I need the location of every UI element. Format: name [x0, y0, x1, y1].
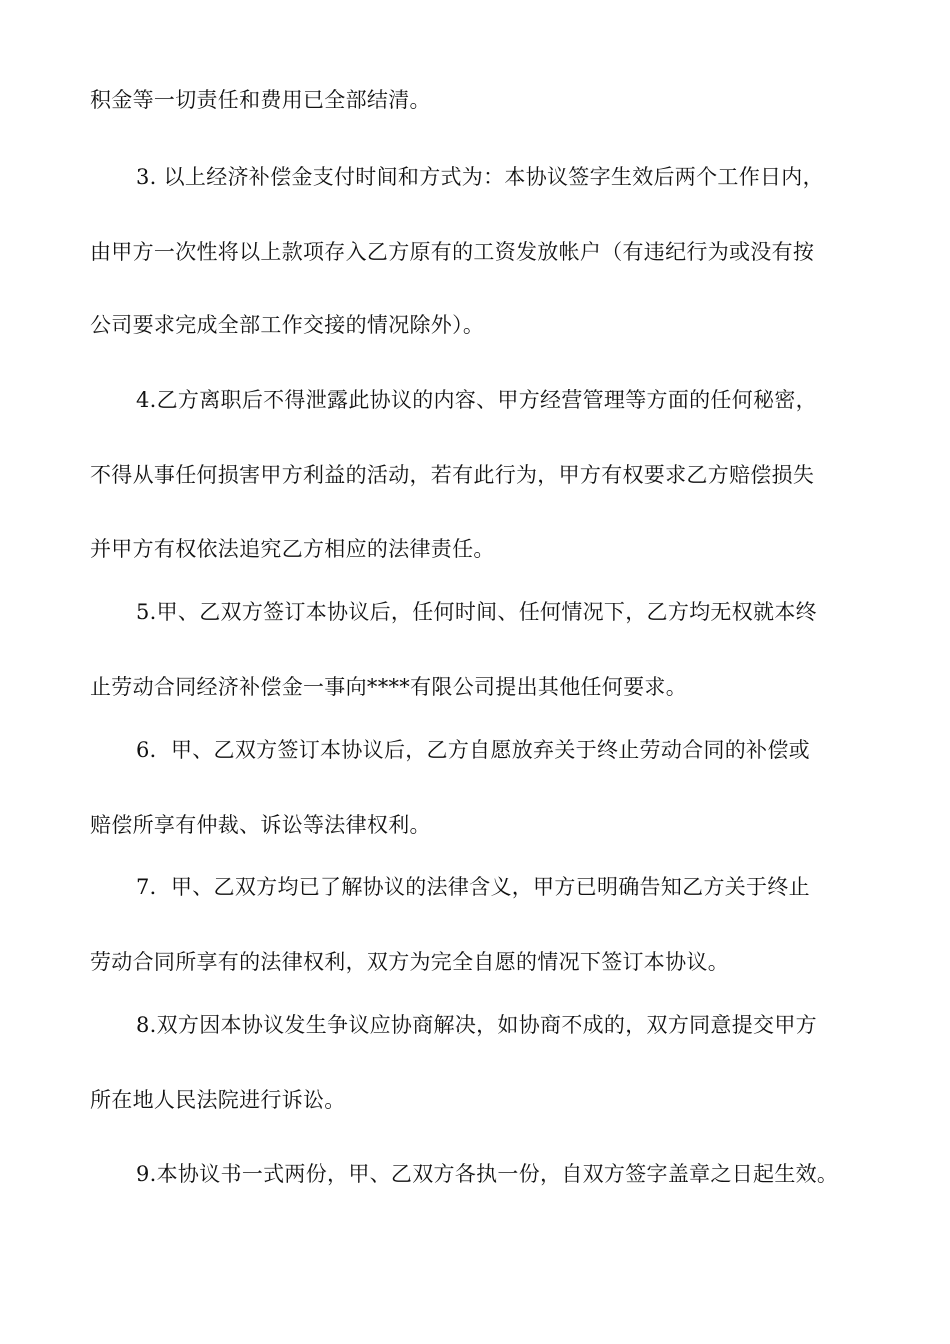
clause-6-line-2: 赔偿所享有仲裁、诉讼等法律权利。 — [90, 813, 431, 837]
clause-4-line-3: 并甲方有权依法追究乙方相应的法律责任。 — [90, 537, 495, 561]
text-line: 积金等一切责任和费用已全部结清。 — [90, 88, 431, 112]
clause-4-line-1: 4.乙方离职后不得泄露此协议的内容、甲方经营管理等方面的任何秘密， — [136, 388, 817, 412]
clause-7-line-2: 劳动合同所享有的法律权利，双方为完全自愿的情况下签订本协议。 — [90, 950, 729, 974]
clause-3-line-2: 由甲方一次性将以上款项存入乙方原有的工资发放帐户（有违纪行为或没有按 — [90, 240, 815, 264]
clause-4-line-2: 不得从事任何损害甲方利益的活动，若有此行为，甲方有权要求乙方赔偿损失 — [90, 463, 815, 487]
clause-5-line-1: 5.甲、乙双方签订本协议后，任何时间、任何情况下，乙方均无权就本终 — [136, 600, 817, 624]
clause-5-line-2: 止劳动合同经济补偿金一事向****有限公司提出其他任何要求。 — [90, 675, 687, 699]
clause-3-line-1: 3. 以上经济补偿金支付时间和方式为：本协议签字生效后两个工作日内， — [136, 165, 824, 189]
clause-6-line-1: 6．甲、乙双方签订本协议后，乙方自愿放弃关于终止劳动合同的补偿或 — [136, 738, 810, 762]
clause-9-line-1: 9.本协议书一式两份，甲、乙双方各执一份，自双方签字盖章之日起生效。 — [136, 1162, 839, 1186]
clause-8-line-1: 8.双方因本协议发生争议应协商解决，如协商不成的，双方同意提交甲方 — [136, 1013, 817, 1037]
clause-7-line-1: 7．甲、乙双方均已了解协议的法律含义，甲方已明确告知乙方关于终止 — [136, 875, 810, 899]
clause-3-line-3: 公司要求完成全部工作交接的情况除外）。 — [90, 313, 485, 337]
clause-8-line-2: 所在地人民法院进行诉讼。 — [90, 1088, 346, 1112]
